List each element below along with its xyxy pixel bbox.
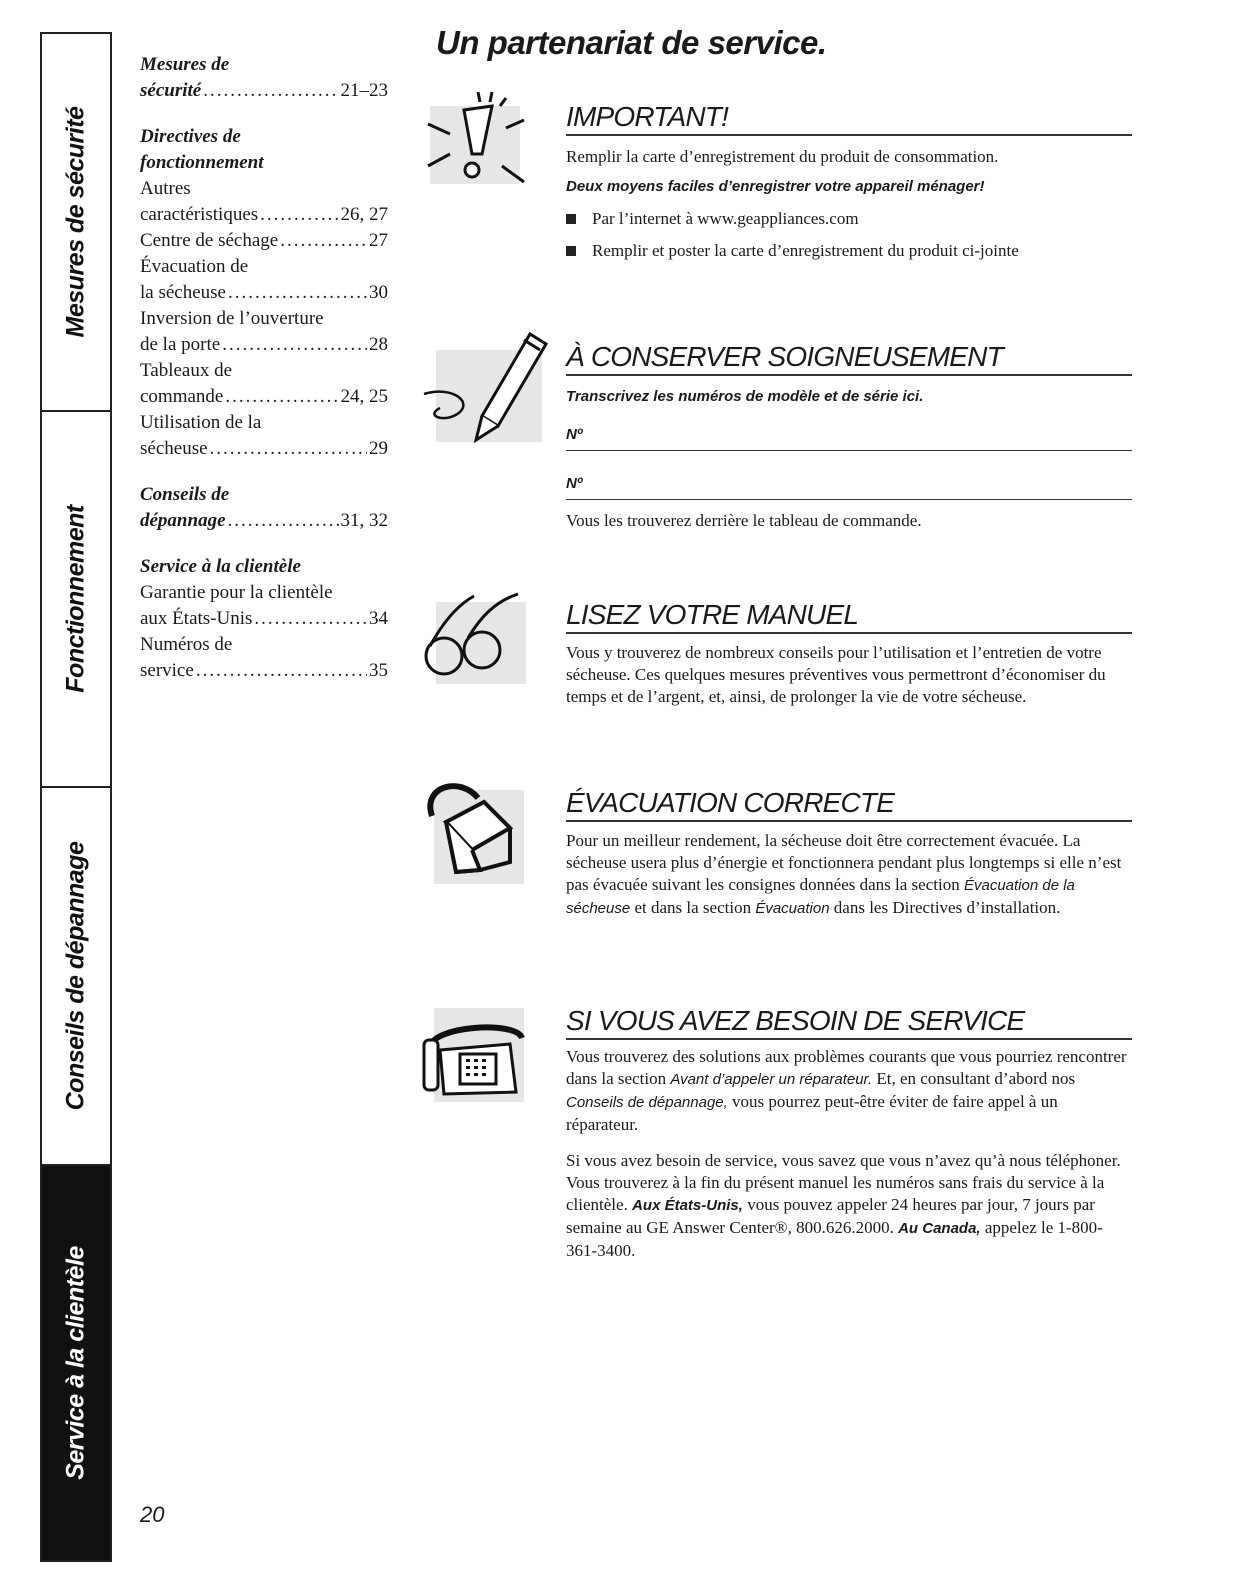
leader-dots: [228, 508, 339, 534]
toc-heading: dépannage: [140, 510, 226, 531]
toc-item[interactable]: [140, 632, 388, 684]
table-of-contents: [140, 52, 388, 704]
toc-pages: 28: [369, 334, 388, 355]
tab-label: Fonctionnement: [61, 505, 90, 693]
toc-item[interactable]: [140, 306, 388, 358]
toc-item-label: Centre de séchage: [140, 230, 279, 251]
leader-dots: [196, 658, 367, 684]
field-label: Nº: [566, 475, 583, 492]
section-heading: IMPORTANT!: [566, 102, 1132, 136]
toc-heading: Mesures de: [140, 54, 230, 75]
section-keep: [420, 316, 1132, 556]
toc-heading: fonctionnement: [140, 152, 264, 173]
section-body: [566, 386, 1132, 532]
text: dans les Directives d’installation.: [833, 898, 1061, 917]
section-reference: Conseils de dépannage,: [566, 1094, 728, 1111]
toc-item-label: Autres: [140, 178, 191, 199]
text: et dans la section: [634, 898, 752, 917]
leader-dots: [222, 332, 367, 358]
toc-row: [140, 78, 388, 104]
text: appelez le 1-800-361-3400.: [566, 1218, 1103, 1260]
toc-troubleshooting[interactable]: [140, 482, 388, 534]
telephone-icon: [420, 1004, 530, 1104]
toc-pages: 27: [369, 230, 388, 251]
text: Et, en consultant d’abord nos: [876, 1069, 1076, 1088]
section-body: [566, 146, 1132, 262]
section-reference: Avant d’appeler un réparateur.: [670, 1071, 873, 1088]
tab-mesures-de-securite[interactable]: [40, 32, 112, 412]
emphasis: Aux États-Unis,: [632, 1197, 743, 1214]
toc-item[interactable]: [140, 580, 388, 632]
tab-label: Service à la clientèle: [61, 1246, 90, 1480]
toc-pages: 34: [369, 608, 388, 629]
toc-pages: 30: [369, 282, 388, 303]
paragraph: [566, 1046, 1132, 1136]
toc-pages: 35: [369, 660, 388, 681]
toc-item[interactable]: [140, 176, 388, 228]
toc-item-label: commande: [140, 386, 224, 407]
section-heading: À CONSERVER SOIGNEUSEMENT: [566, 342, 1132, 376]
toc-item[interactable]: [140, 254, 388, 306]
toc-operating: [140, 124, 388, 462]
toc-pages: 29: [369, 438, 388, 459]
toc-customer-service: [140, 554, 388, 684]
toc-item-label: la sécheuse: [140, 282, 226, 303]
list-item: [566, 240, 1132, 262]
toc-heading: sécurité: [140, 80, 202, 101]
leader-dots: [280, 228, 367, 254]
section-manual: [420, 584, 1132, 754]
text: Vous trouverez des solutions aux problèmes courants que vous pourriez rencontrer dans la section: [566, 1047, 1127, 1088]
text: vous pouvez appeler 24 heures par jour, 7 jours par semaine au GE Answer Center®, 800.626.2000.: [566, 1195, 1095, 1237]
emphasis: Au Canada,: [898, 1220, 981, 1237]
text: Pour un meilleur rendement, la sécheuse doit être correctement évacuée. La sécheuse usera plus d’énergie et fonctionnera pendant plus longtemps si elle n’est pas évacuée suivant les consignes données dans la section: [566, 831, 1122, 894]
toc-pages: 26, 27: [340, 204, 388, 225]
toc-item-label: service: [140, 660, 194, 681]
toc-item-label: sécheuse: [140, 438, 208, 459]
toc-heading: Conseils de: [140, 484, 230, 505]
toc-item-label: de la porte: [140, 334, 221, 355]
toc-heading: Service à la clientèle: [140, 556, 301, 577]
list-item-text: Par l’internet à www.geappliances.com: [592, 209, 859, 228]
paragraph: Vous les trouverez derrière le tableau de commande.: [566, 511, 922, 530]
toc-pages: 24, 25: [340, 386, 388, 407]
subheading: Transcrivez les numéros de modèle et de série ici.: [566, 388, 924, 405]
list-item: [566, 208, 1132, 230]
text: vous pourrez peut-être éviter de faire appel à un réparateur.: [566, 1092, 1058, 1134]
pencil-icon: [420, 316, 550, 446]
leader-dots: [254, 606, 367, 632]
section-reference: Évacuation: [755, 900, 830, 917]
toc-item-label: Garantie pour la clientèle: [140, 582, 333, 603]
section-heading: SI VOUS AVEZ BESOIN DE SERVICE: [566, 1006, 1132, 1040]
toc-item-label: Tableaux de: [140, 360, 233, 381]
toc-pages: 31, 32: [340, 510, 388, 531]
toc-item[interactable]: [140, 410, 388, 462]
list-item-text: Remplir et poster la carte d’enregistrement du produit ci-jointe: [592, 241, 1019, 260]
toc-item[interactable]: [140, 228, 388, 254]
section-body: [566, 830, 1132, 920]
section-heading: ÉVACUATION CORRECTE: [566, 788, 1132, 822]
toc-item[interactable]: [140, 358, 388, 410]
leader-dots: [210, 436, 367, 462]
toc-item-label: caractéristiques: [140, 204, 259, 225]
paragraph: Remplir la carte d’enregistrement du produit de consommation.: [566, 147, 999, 166]
subheading: Deux moyens faciles d’enregistrer votre appareil ménager!: [566, 178, 985, 195]
section-body: [566, 1046, 1132, 1262]
leader-dots: [203, 78, 338, 104]
paragraph: Vous y trouverez de nombreux conseils pour l’utilisation et l’entretien de votre sécheuse. Ces quelques mesures préventives vous permettront d’économiser du temps et de l’argent, et, ainsi, de prolonger la vie de votre sécheuse.: [566, 643, 1106, 706]
toc-row: [140, 508, 388, 534]
model-number-field[interactable]: [566, 424, 1132, 451]
tab-label: Mesures de sécurité: [61, 106, 90, 338]
tab-service-a-la-clientele[interactable]: [40, 1164, 112, 1562]
page-number: 20: [140, 1502, 165, 1527]
leader-dots: [260, 202, 338, 228]
bullet-square-icon: [566, 246, 576, 256]
toc-heading: Directives de: [140, 126, 241, 147]
page-title: Un partenariat de service.: [436, 24, 827, 61]
section-reference: Évacuation de la sécheuse: [566, 877, 1075, 917]
exclamation-icon: [420, 88, 530, 188]
toc-safety[interactable]: [140, 52, 388, 104]
leader-dots: [225, 384, 338, 410]
glasses-icon: [420, 588, 530, 688]
text: Si vous avez besoin de service, vous savez que vous n’avez qu’à nous téléphoner. Vous trouverez à la fin du présent manuel les numéros sans frais du service à la clientèle.: [566, 1151, 1121, 1214]
toc-pages: 21–23: [340, 80, 388, 101]
paragraph: [566, 1150, 1132, 1262]
toc-item-label: aux États-Unis: [140, 608, 253, 629]
exhaust-vent-icon: [420, 776, 530, 886]
paragraph: [566, 830, 1132, 920]
side-tabs: [40, 32, 112, 1562]
section-heading: LISEZ VOTRE MANUEL: [566, 600, 1132, 634]
section-service: [420, 996, 1132, 1276]
serial-number-field[interactable]: [566, 473, 1132, 500]
toc-item-label: Inversion de l’ouverture: [140, 308, 324, 329]
section-important: [420, 80, 1132, 300]
field-label: Nº: [566, 426, 583, 443]
section-body: [566, 642, 1132, 708]
toc-item-label: Numéros de: [140, 634, 233, 655]
toc-item-label: Évacuation de: [140, 256, 249, 277]
section-exhaust: [420, 776, 1132, 966]
tab-conseils-de-depannage[interactable]: [40, 786, 112, 1166]
bullet-square-icon: [566, 214, 576, 224]
leader-dots: [228, 280, 367, 306]
tab-fonctionnement[interactable]: [40, 410, 112, 788]
toc-item-label: Utilisation de la: [140, 412, 262, 433]
tab-label: Conseils de dépannage: [61, 841, 90, 1111]
